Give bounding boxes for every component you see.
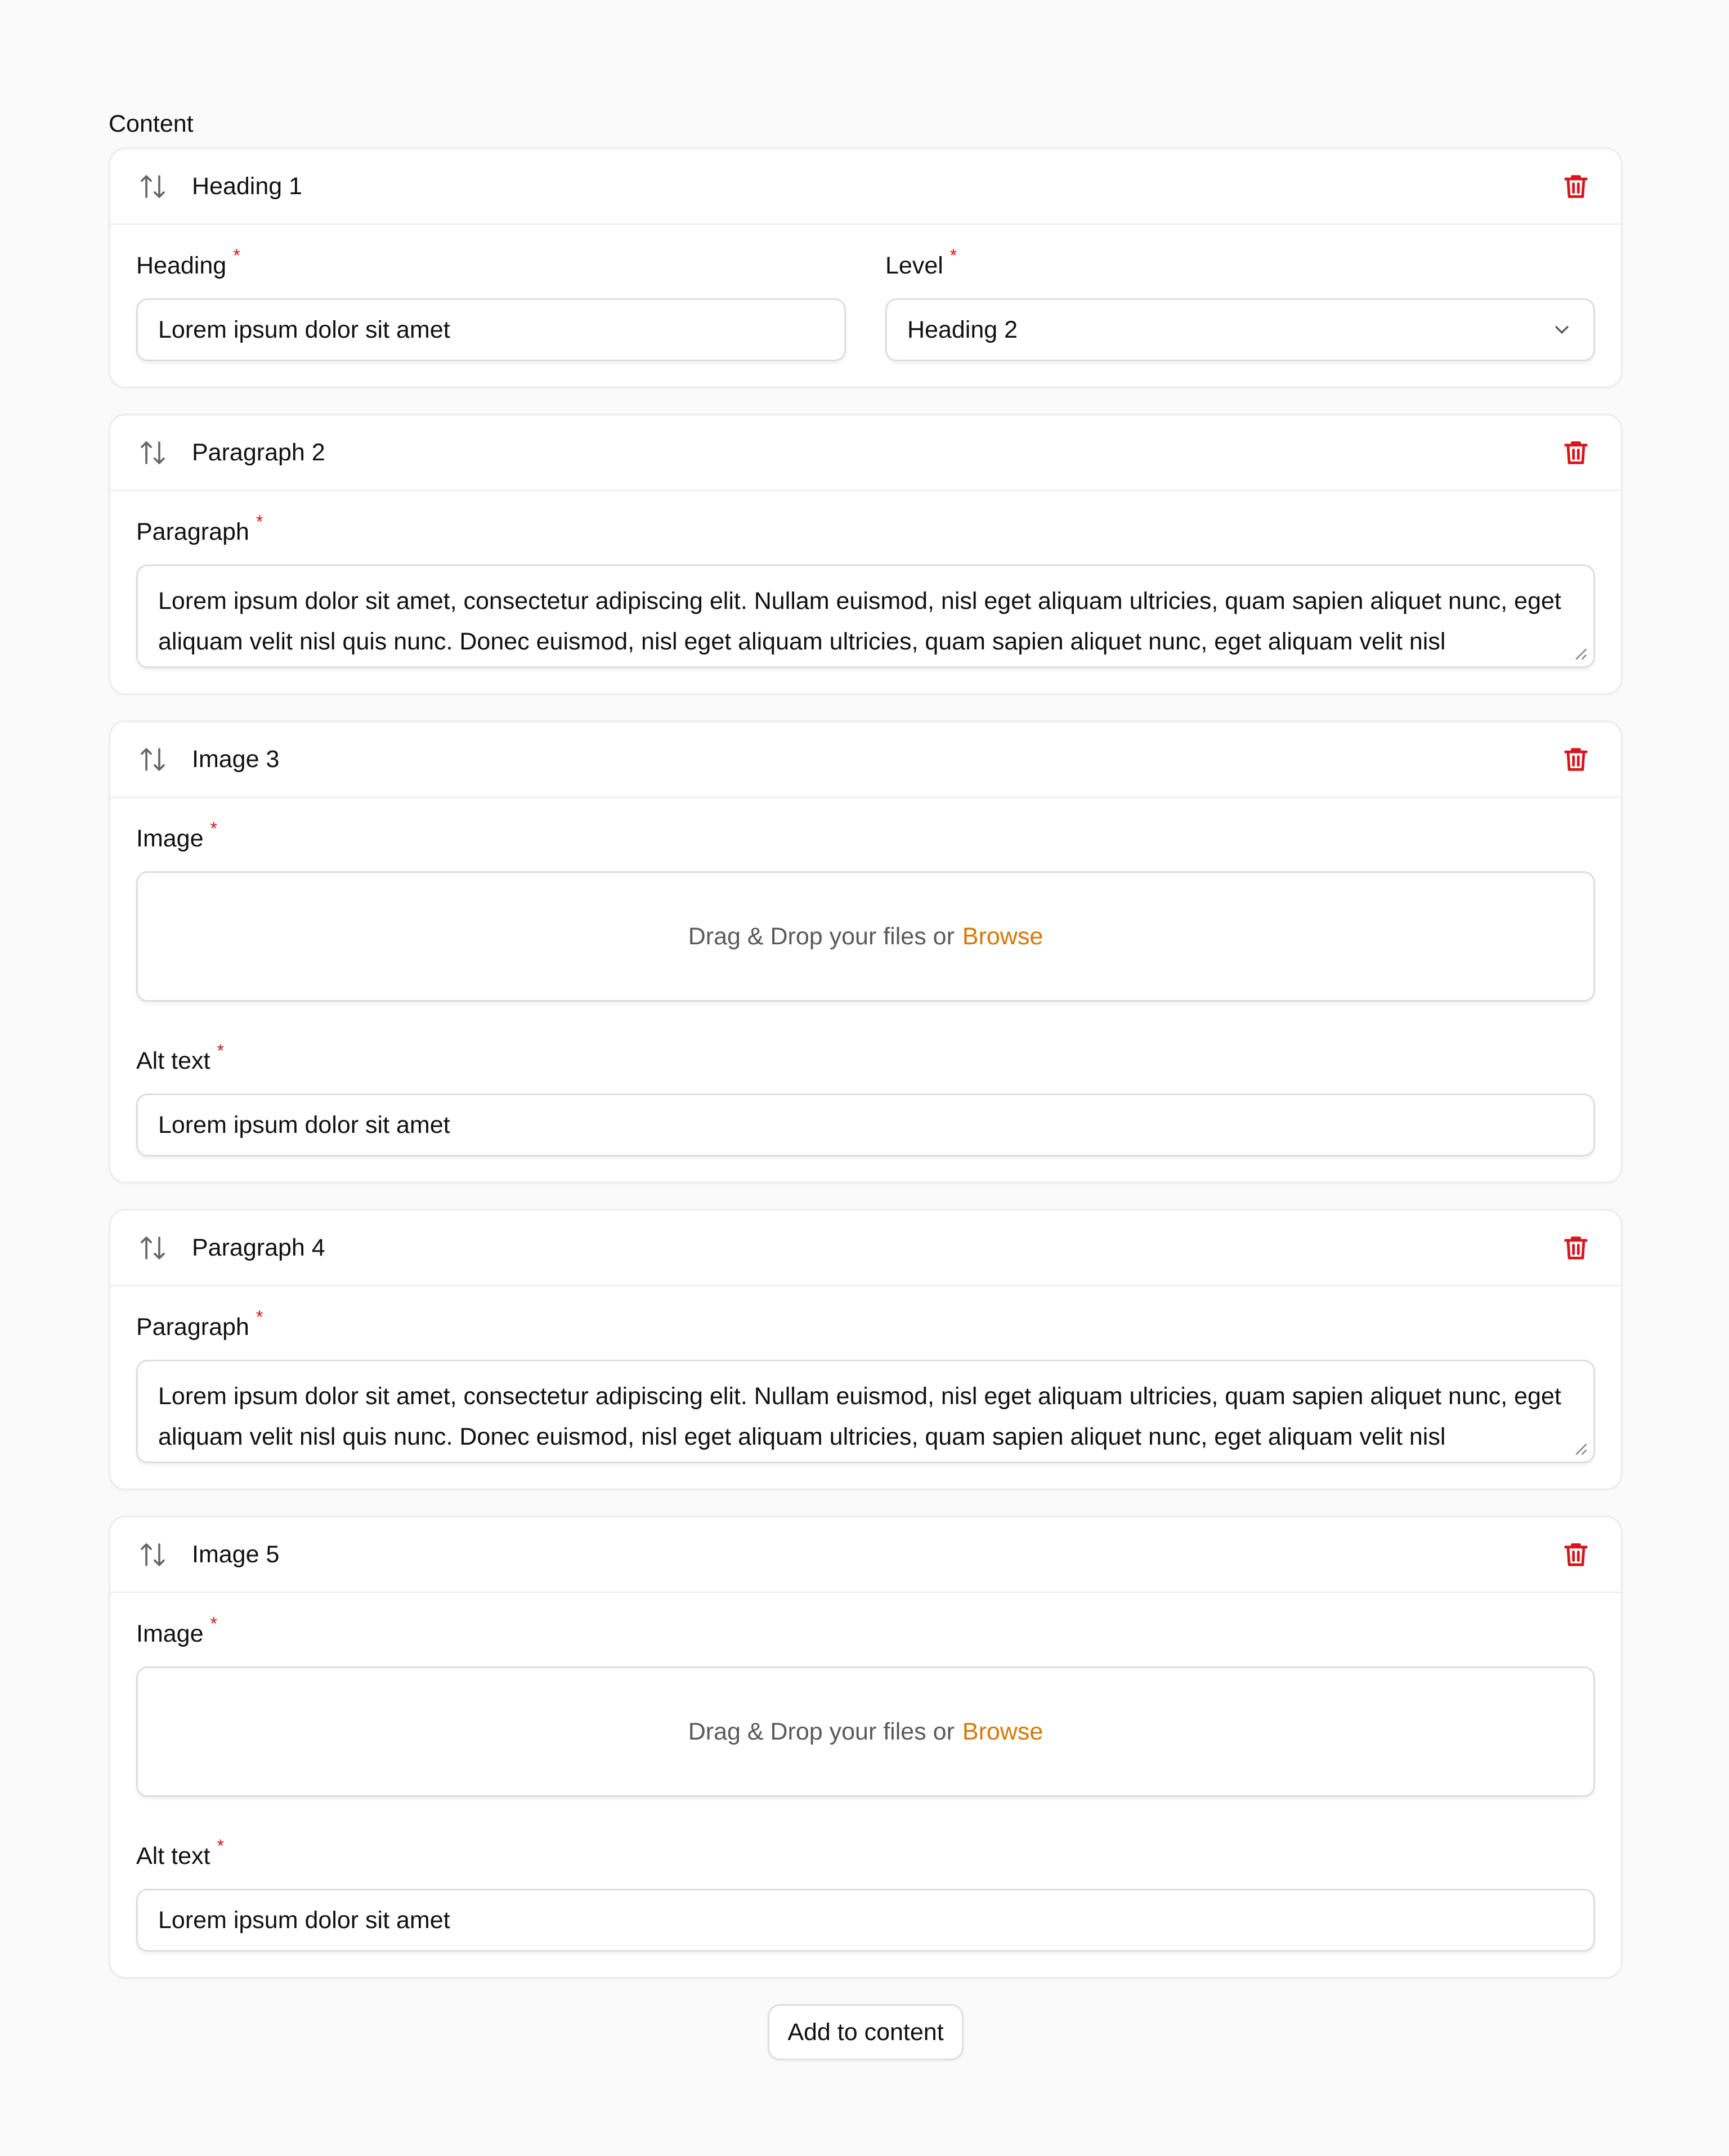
block-title: Heading 1 xyxy=(192,172,303,200)
alt-text-field-label: Alt text * xyxy=(136,1041,224,1074)
delete-button[interactable] xyxy=(1558,1536,1594,1572)
paragraph-field-label: Paragraph * xyxy=(136,1307,263,1341)
trash-icon xyxy=(1561,1540,1591,1569)
add-to-content-button[interactable]: Add to content xyxy=(768,2004,963,2060)
dropzone-text: Drag & Drop your files or xyxy=(688,922,955,950)
delete-button[interactable] xyxy=(1558,1230,1594,1266)
required-marker: * xyxy=(217,1041,224,1061)
image-field-label: Image * xyxy=(136,1613,217,1647)
resize-grip-icon[interactable] xyxy=(1573,646,1588,661)
level-select[interactable] xyxy=(885,298,1595,361)
heading-input[interactable]: Lorem ipsum dolor sit amet xyxy=(136,298,846,361)
required-marker: * xyxy=(210,818,217,839)
block-header xyxy=(110,1517,1621,1593)
content-block-heading xyxy=(109,147,1623,388)
content-block-image xyxy=(109,720,1623,1184)
block-header xyxy=(110,415,1621,491)
block-header xyxy=(110,1211,1621,1287)
sort-arrows-icon[interactable] xyxy=(137,1539,168,1570)
trash-icon xyxy=(1561,745,1591,774)
resize-grip-icon[interactable] xyxy=(1573,1441,1588,1456)
paragraph-text: Lorem ipsum dolor sit amet, consectetur adipiscing elit. Nullam euismod, nisl eget aliquam ultricies, quam sapien aliquet nunc, eget aliquam velit nisl quis nunc. Donec euismod, nisl eget aliquam ultricies, quam sapien aliquet nunc, eget aliquam velit nisl xyxy=(158,1383,1561,1450)
required-marker: * xyxy=(210,1613,217,1634)
image-dropzone[interactable] xyxy=(136,871,1595,1002)
trash-icon xyxy=(1561,172,1591,201)
delete-button[interactable] xyxy=(1558,434,1594,470)
image-field-label: Image * xyxy=(136,818,217,852)
sort-arrows-icon[interactable] xyxy=(137,437,168,468)
content-block-image xyxy=(109,1516,1623,1979)
block-title: Image 3 xyxy=(192,745,280,773)
required-marker: * xyxy=(256,1307,263,1327)
required-marker: * xyxy=(217,1836,224,1856)
paragraph-field-label: Paragraph * xyxy=(136,512,263,545)
paragraph-text: Lorem ipsum dolor sit amet, consectetur adipiscing elit. Nullam euismod, nisl eget aliquam ultricies, quam sapien aliquet nunc, eget aliquam velit nisl quis nunc. Donec euismod, nisl eget aliquam ultricies, quam sapien aliquet nunc, eget aliquam velit nisl xyxy=(158,588,1561,655)
level-select-value: Heading 2 xyxy=(907,316,1018,343)
heading-field-label: Heading * xyxy=(136,245,240,279)
browse-link[interactable]: Browse xyxy=(962,922,1043,950)
content-block-paragraph xyxy=(109,414,1623,695)
block-header xyxy=(110,149,1621,225)
paragraph-textarea[interactable] xyxy=(136,1360,1595,1463)
sort-arrows-icon[interactable] xyxy=(137,171,168,202)
chevron-down-icon xyxy=(1551,319,1573,341)
section-label: Content xyxy=(109,110,194,137)
browse-link[interactable]: Browse xyxy=(962,1718,1043,1745)
alt-text-input[interactable]: Lorem ipsum dolor sit amet xyxy=(136,1093,1595,1157)
block-header xyxy=(110,722,1621,798)
sort-arrows-icon[interactable] xyxy=(137,744,168,775)
delete-button[interactable] xyxy=(1558,741,1594,777)
block-title: Paragraph 2 xyxy=(192,438,325,466)
required-marker: * xyxy=(256,512,263,532)
block-title: Paragraph 4 xyxy=(192,1234,325,1261)
delete-button[interactable] xyxy=(1558,168,1594,204)
content-block-paragraph xyxy=(109,1209,1623,1490)
sort-arrows-icon[interactable] xyxy=(137,1232,168,1263)
content-editor xyxy=(109,107,1623,2060)
image-dropzone[interactable] xyxy=(136,1666,1595,1797)
trash-icon xyxy=(1561,438,1591,467)
required-marker: * xyxy=(949,245,957,266)
block-title: Image 5 xyxy=(192,1540,280,1568)
alt-text-input[interactable]: Lorem ipsum dolor sit amet xyxy=(136,1889,1595,1952)
paragraph-textarea[interactable] xyxy=(136,564,1595,668)
level-field-label: Level * xyxy=(885,245,957,279)
trash-icon xyxy=(1561,1233,1591,1262)
alt-text-field-label: Alt text * xyxy=(136,1836,224,1870)
required-marker: * xyxy=(233,245,240,266)
dropzone-text: Drag & Drop your files or xyxy=(688,1718,955,1745)
